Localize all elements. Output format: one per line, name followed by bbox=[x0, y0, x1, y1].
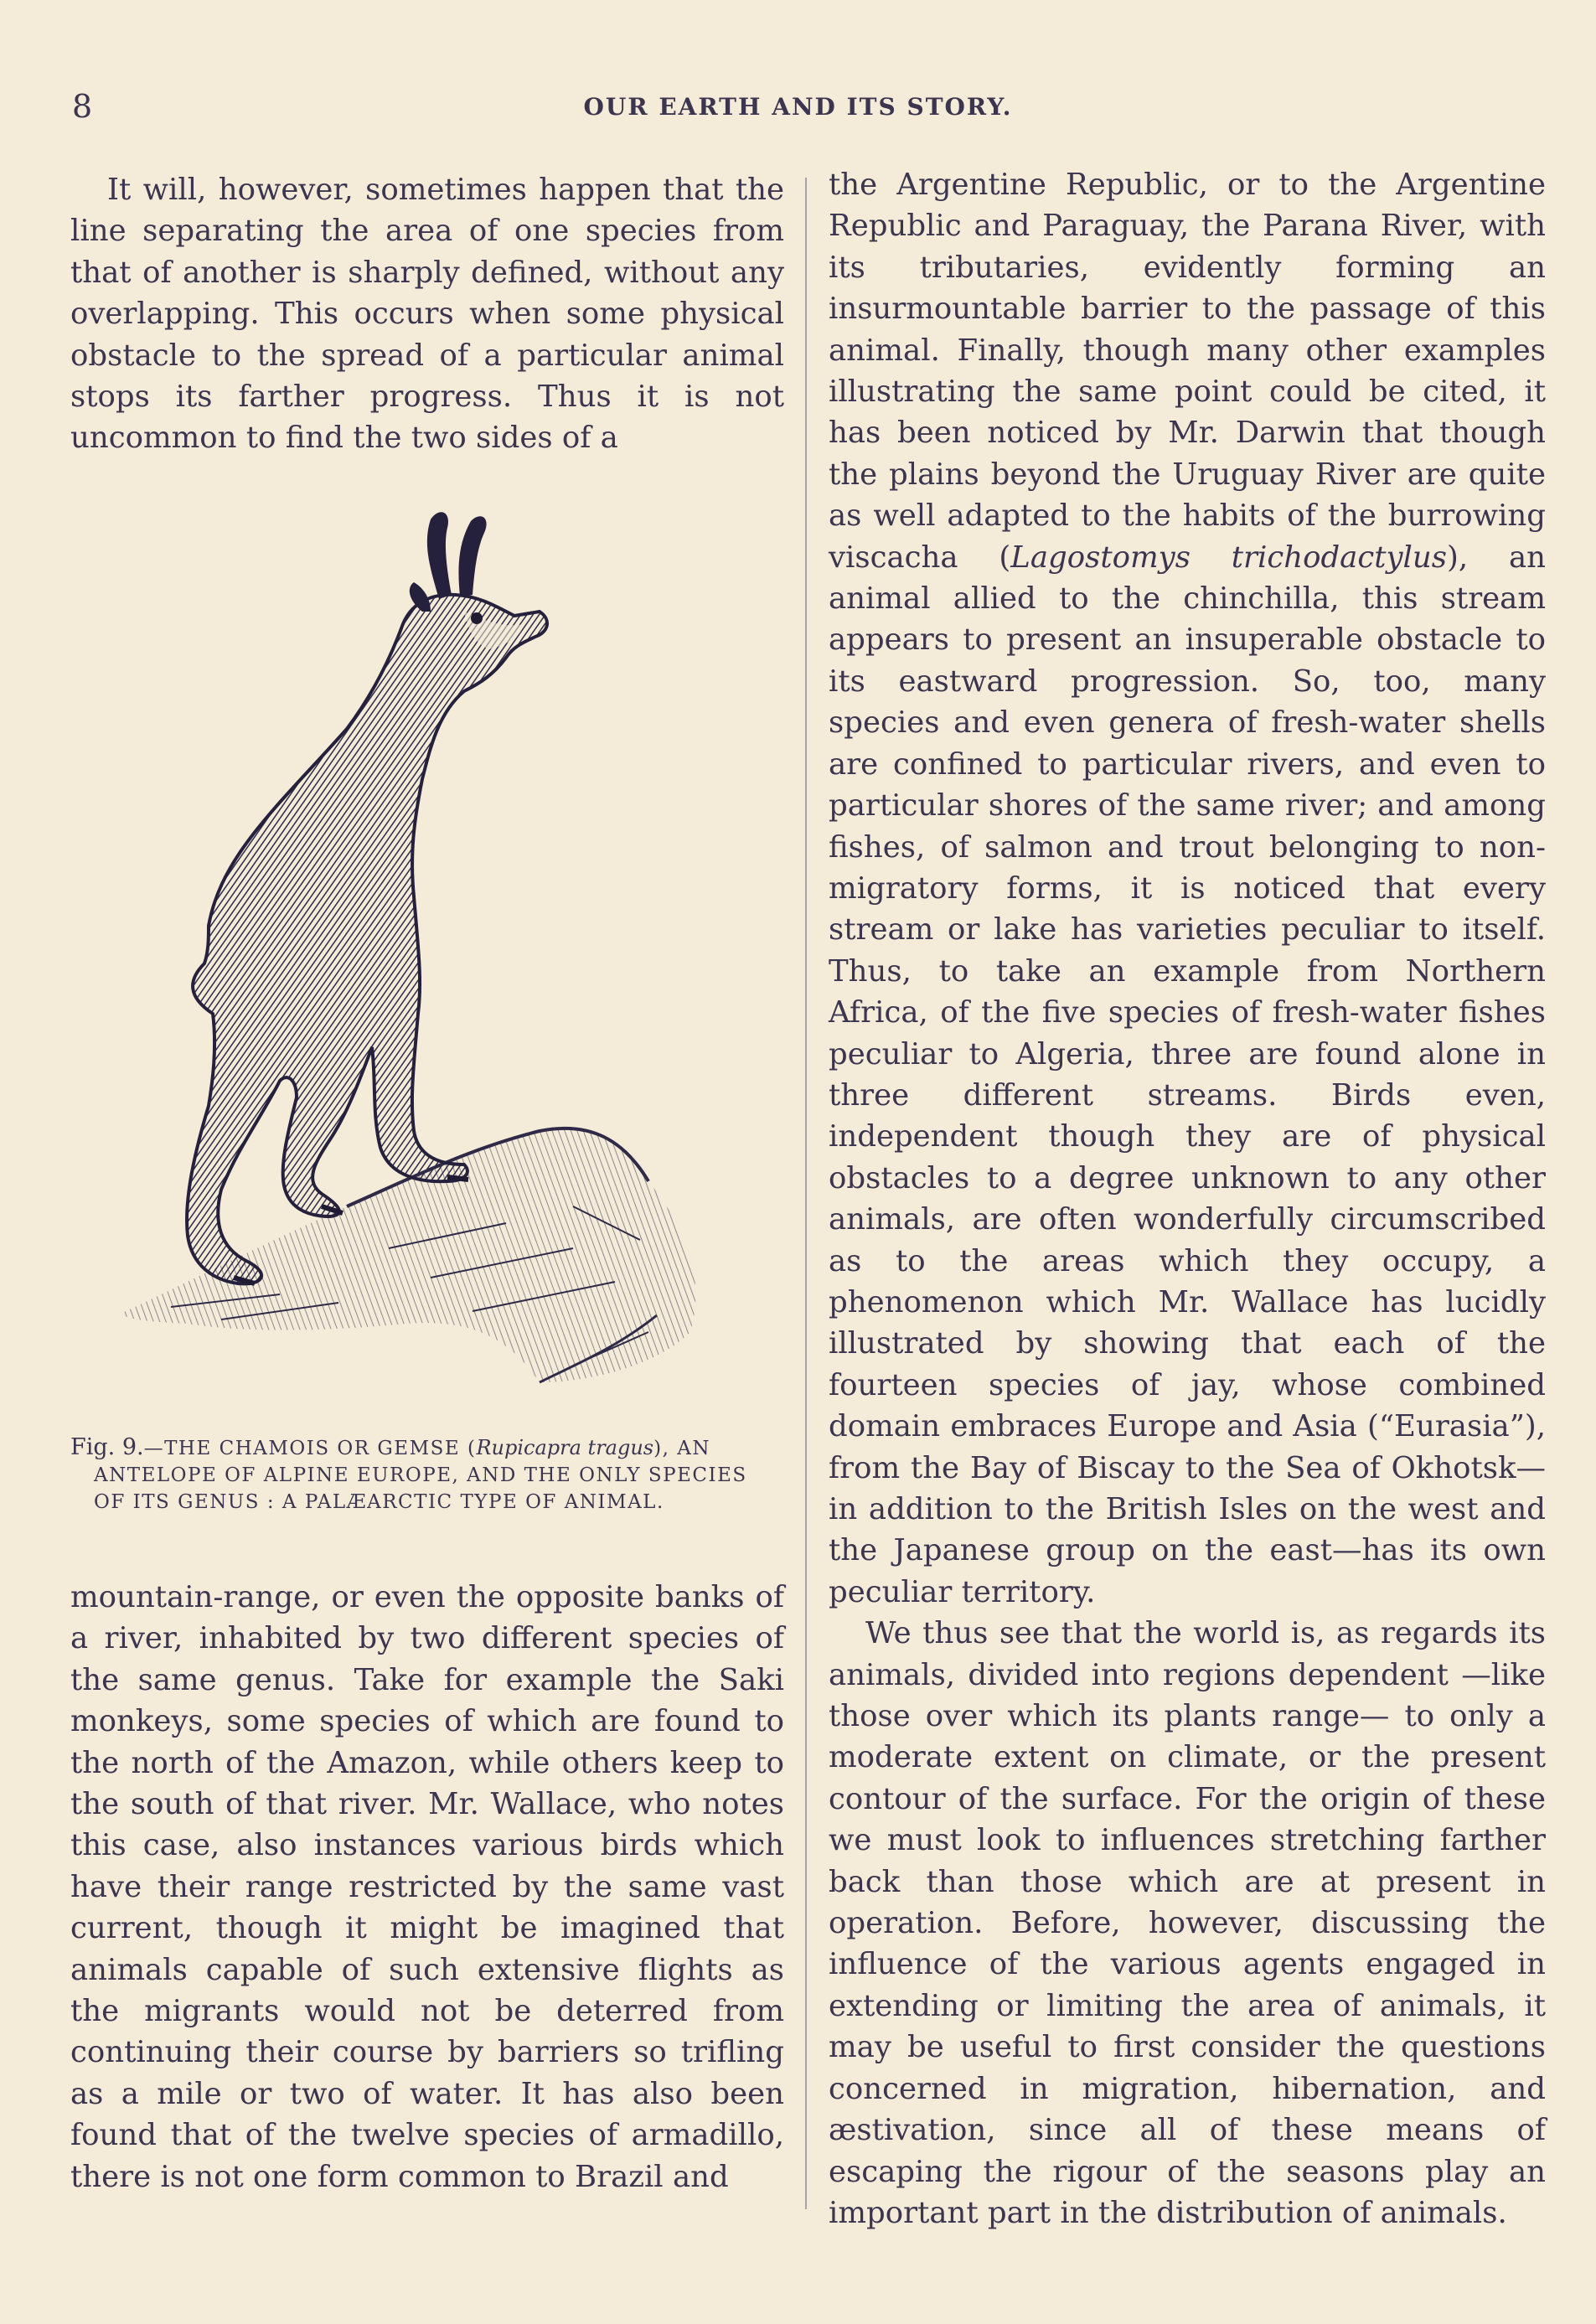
paragraph-right-1-start: the Argentine Republic, or to the Argentine Republic and Paraguay, the Parana River, with its tributaries, evidently forming an insurmountable barrier to the passage of this animal. Finally, though many other examples illustrating the same point could be cited, it has been noticed by Mr. Darwin that though the plains beyond the Uruguay River are quite as well adapted to the habits of the burrowing viscacha ( bbox=[829, 168, 1546, 575]
left-column-top bbox=[70, 169, 784, 459]
paragraph-right-2: We thus see that the world is, as regards its animals, divided into regions dependent —like those over which its plants range— to only a moderate extent on climate, or the present contour of the surface. For the origin of these we must look to influences stretching farther back than those which are at present in operation. Before, however, discussing the influence of the various agents engaged in extending or limiting the area of animals, it may be useful to first consider the questions concerned in migration, hibernation, and æstivation, since all of these means of escaping the rigour of the seasons play an important part in the distribution of animals. bbox=[829, 1616, 1546, 2230]
caption-text-start: —THE CHAMOIS OR GEMSE ( bbox=[143, 1438, 477, 1459]
column-divider bbox=[805, 178, 807, 2209]
paragraph-right-1-end: ), an animal allied to the chinchilla, this stream appears to present an insuperable obstacle to its eastward progression. So, too, many species and even genera of fresh-water shells are confined to particular rivers, and even to particular shores of the same river; and among fishes, of salmon and trout belonging to non-migratory forms, it is noticed that every stream or lake has varieties peculiar to itself. Thus, to take an example from Northern Africa, of the five species of fresh-water fishes peculiar to Algeria, three are found alone in three different streams. Birds even, independent though they are of physical obstacles to a degree unknown to any other animals, are often wonderfully circumscribed as to the areas which they occupy, a phenomenon which Mr. Wallace has lucidly illustrated by showing that each of the fourteen species of jay, whose combined domain embraces Europe and Asia (“Eurasia”), from the Bay of Biscay to the Sea of Okhotsk—in addition to the British Isles on the west and the Japanese group on the east—has its own peculiar territory. bbox=[829, 540, 1547, 1609]
chamois-engraving bbox=[70, 494, 784, 1441]
right-column bbox=[829, 164, 1546, 2234]
figure-label: Fig. 9. bbox=[70, 1434, 144, 1460]
page-number: 8 bbox=[72, 88, 93, 125]
left-column-bottom bbox=[70, 1577, 784, 2197]
figure-chamois bbox=[70, 494, 784, 1441]
caption-species: Rupicapra tragus bbox=[476, 1436, 654, 1459]
figure-caption bbox=[70, 1434, 784, 1516]
page-header bbox=[69, 88, 1527, 130]
viscacha-species: Lagostomys trichodactylus bbox=[1010, 540, 1447, 575]
running-title: OUR EARTH AND ITS STORY. bbox=[583, 93, 1013, 121]
caption-line-3: OF ITS GENUS : A PALÆARCTIC TYPE OF ANIMAL. bbox=[94, 1491, 664, 1513]
paragraph-left-top: It will, however, sometimes happen that the line separating the area of one species from that of another is sharply defined, without any overlapping. This occurs when some physical obstacle to the spread of a particular animal stops its farther progress. Thus it is not uncommon to find the two sides of a bbox=[70, 173, 784, 456]
paragraph-left-bottom: mountain-range, or even the opposite banks of a river, inhabited by two different species of the same genus. Take for example the Saki monkeys, some species of which are found to the north of the Amazon, while others keep to the south of that river. Mr. Wallace, who notes this case, also instances various birds which have their range restricted by the same vast current, though it might be imagined that animals capable of such extensive flights as the migrants would not be deterred from continuing their course by barriers so trifling as a mile or two of water. It has also been found that of the twelve species of armadillo, there is not one form common to Brazil and bbox=[70, 1580, 784, 2194]
caption-line-2: ANTELOPE OF ALPINE EUROPE, AND THE ONLY SPECIES bbox=[94, 1464, 747, 1486]
paragraph-right-1 bbox=[829, 164, 1546, 1613]
caption-line1-end: ), AN bbox=[653, 1438, 710, 1459]
